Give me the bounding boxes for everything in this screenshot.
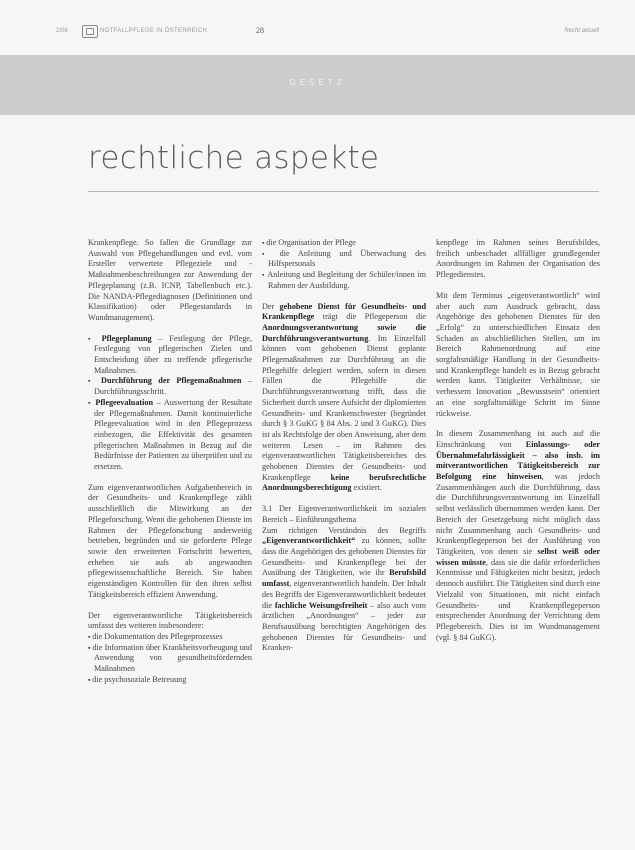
- text-run: trägt die Pflegeperson die: [314, 312, 426, 322]
- bullet-list: [262, 238, 426, 292]
- page-number: 28: [256, 26, 264, 35]
- magazine-title: NOTFALLPFLEGE IN ÖSTERREICH: [100, 28, 208, 34]
- paragraph: Mit dem Terminus „eigenverantwortlich“ wird aber auch zum Ausdruck gebracht, dass Angehörige des gehobenen Dienstes für den „Erfolg“ zu unterschiedlichen Einsatz den Schaden an abschließlichen Stellen, um im Bereich Rahmenordnung auf eine sorgfaltsmäßige Handlung in der Gesundheits- und Krankenpflege handelt es in Bezug gebracht werden kann. Tätigkeiter Verhältnisse, sie verbessern Innovation „Bewusstsein“ orientiert an eine sorgfaltsmäßige Schritt im Sinne rückweise.: [436, 290, 600, 418]
- text-column-1: [88, 238, 252, 695]
- text-run: In diesem Zusammenhang ist auch auf die Einschränkung von: [436, 429, 600, 449]
- text-run: existiert.: [351, 483, 382, 493]
- page-header: [56, 25, 599, 39]
- sub-heading: 3.1 Der Eigenverantwortlichkeit im sozialen Bereich – Einführungsthema: [262, 504, 426, 524]
- issue-number: 2/08: [56, 28, 68, 34]
- paragraph: Zum eigenverantwortlichen Aufgabenbereich in der Gesundheits- und Krankenpflege zählt ausschließlich die Mitwirkung an der Pflegeforschung. Wenn die gehobenen Dienste im Rahmen der Pflegeforschung anderweitig betrieben, begründen und sie geforderte Pflege sowie den erweiterten Fortschritt bewerten, erheben sie aufs ab angewandten pflegewissenschaftliche Bereich. Sie haben eigenständigen Kontrollen für den ihren selbst Tätigkeitsbereich effizient Anwendung.: [88, 482, 252, 599]
- emphasis: selbst weiß oder wissen müsste: [436, 546, 600, 567]
- term: Durchführung der Pflegemaßnahmen: [101, 376, 242, 386]
- headline-divider: [88, 191, 599, 192]
- emphasis: keine berufsrechtliche Anordnungsberechtigung: [262, 472, 426, 493]
- list-item: ▪ die Information über Krankheitsvorbeugung und Anwendung von gesundheitsfördernden Maßnahmen: [88, 643, 252, 675]
- text-column-3: [436, 238, 600, 653]
- text-run: zu können, sollte dass die Angehörigen des gehobenen Dienstes für Gesundheits- und Krankenpflege bei der Ausübung der Tätigkeiten, wie ihr: [262, 536, 426, 578]
- term: Pflegeevaluation: [95, 397, 154, 407]
- article-headline: rechtliche aspekte: [88, 140, 380, 176]
- term-text: – Auswertung der Resultate der Pflegemaßnahmen. Damit kontinuierliche Pflegeevaluation wird in den Pflegeprozess einbezogen, die Effektivität des gesamten pflegerischen Maßnahmen in Bezug auf die Bedürfnisse der Patienten zu überprüfen und zu ersetzen.: [94, 397, 252, 472]
- section-label: GESETZ: [289, 78, 346, 87]
- list-item: ▪ die Dokumentation des Pflegeprozesses: [88, 632, 252, 643]
- term-text: – Durchführungsschritt.: [94, 376, 253, 397]
- text-run: , eigenverantwortlich handeln. Der Inhalt des Begriffs der Eigenverantwortlichkeit bedeutet die: [262, 579, 426, 610]
- list-item: [88, 398, 252, 473]
- emphasis: fachliche Weisungsfreiheit: [274, 600, 368, 610]
- paragraph: Krankenpflege. So fallen die Grundlage zur Auswahl von Pflegehandlungen und evtl. vom Ersteller verwertete Pflegeziele und -Maßnahmenbeschreibungen zur Anwendung der Pflegeplanung (z.B. ICNP, Tabellenbuch etc.). Die NANDA-Pflegediagnosen (Definitionen und Klassifikation) oder Pflegestandards in Wundmanagement).: [88, 238, 252, 322]
- term-text: – Festlegung der Pflege, Festlegung von pflegerischen Zielen und Entscheidung über zu treffende pflegerische Maßnahmen.: [94, 333, 252, 375]
- magazine-logo-icon: [82, 25, 98, 38]
- emphasis: Einlassungs- oder Übernahmefahrlässigkeit – also insb. im mitverantwortlichen Tätigkeitsbereich zur Befolgung eine hinweisen: [436, 439, 600, 482]
- text-run: Zum richtigen Verständnis des Begriffs: [262, 525, 426, 535]
- list-item: ▪ die Organisation der Pflege: [262, 238, 426, 249]
- list-item: ▪ die psychosoziale Betreuung: [88, 675, 252, 686]
- text-run: Der: [262, 301, 280, 311]
- list-item: [88, 376, 252, 397]
- paragraph: [262, 526, 426, 654]
- paragraph: [436, 429, 600, 643]
- emphasis: „Eigenverantwortlichkeit“: [262, 536, 356, 546]
- list-item: ▪ die Anleitung und Überwachung des Hilfspersonals: [262, 249, 426, 270]
- bullet-list: [88, 334, 252, 473]
- bullet-list: [88, 632, 252, 686]
- rubric-label: Recht aktuell: [564, 28, 599, 34]
- emphasis: gehobene Dienst für Gesundheits- und Krankenpflege: [262, 301, 426, 322]
- section-band: [0, 55, 635, 115]
- text-run: , was jedoch Zusammenhängen auch die Durchführung, dass die Durchführungsverantwortung im Einzelfall selbst verlässlich übernommen werden kann. Der Bereich der Gesetzgebung nicht möglich dass nicht Zusammenhang auch Gesundheits- und Krankenpflegeperson bei der Ausführung von Tätigkeiten, von denen sie: [436, 472, 600, 556]
- text-column-2: [262, 238, 426, 664]
- list-item: ▪ Anleitung und Begleitung der Schüler/innen im Rahmen der Ausbildung.: [262, 270, 426, 291]
- text-run: , dass sie die dafür erforderlichen Kenntnisse und Fähigkeiten nicht besitzt, jedoch dennoch ausführt. Die Tätigkeiten sind durch eine Vielzahl von Situationen, mit nicht einfach Gesundheits- und Krankenpflegeperson entsprechender Anordnung der Verrichtung dem Pflegebereich. Dies ist im Wundmanagement (vgl. § 84 GuKG).: [436, 557, 601, 642]
- term: Pflegeplanung: [101, 333, 152, 343]
- paragraph: kenpflege im Rahmen seines Berufsbildes, freilich unbeschadet allfälliger grundlegender Anordnungen im Rahmen der Organisation des Pflegedienstes.: [436, 238, 600, 280]
- emphasis: Berufsbild umfasst: [262, 568, 426, 589]
- list-item: [88, 334, 252, 377]
- paragraph: Der eigenverantwortliche Tätigkeitsbereich umfasst des weiteren insbesondere:: [88, 610, 252, 631]
- paragraph: [262, 302, 426, 495]
- text-run: – also auch vom ärztlichen „Anordnungen“ – jeder zur Berufsausübung berechtigten Angehörigen des gehobenen Dienstes für Gesundheits- und Kranken-: [262, 600, 426, 653]
- text-run: . Im Einzelfall können vom gehobenen Dienst geplante Pflegemaßnahmen zur Durchführung an die Pflegehilfe delegiert werden, sofern in diesen Fällen die Pflegehilfe die Durchführungsverantwortung trifft, dass die Sicherheit durch unsere Aufsicht der diplomierten Gesundheits- und Krankenschwester (begründet durch § 3 GuKG § 84 Abs. 2 und 3 GuKG). Dies ist als Rechtsfolge der oben Anweisung, aber dem weiteren Lesen – im Rahmen des eigenverantwortlichen Tätigkeitsbereiches des gehobenen Dienstes der Gesundheits- und Krankenpflege: [262, 333, 426, 482]
- emphasis: Anordnungsverantwortung sowie die Durchführungsverantwortung: [262, 322, 426, 343]
